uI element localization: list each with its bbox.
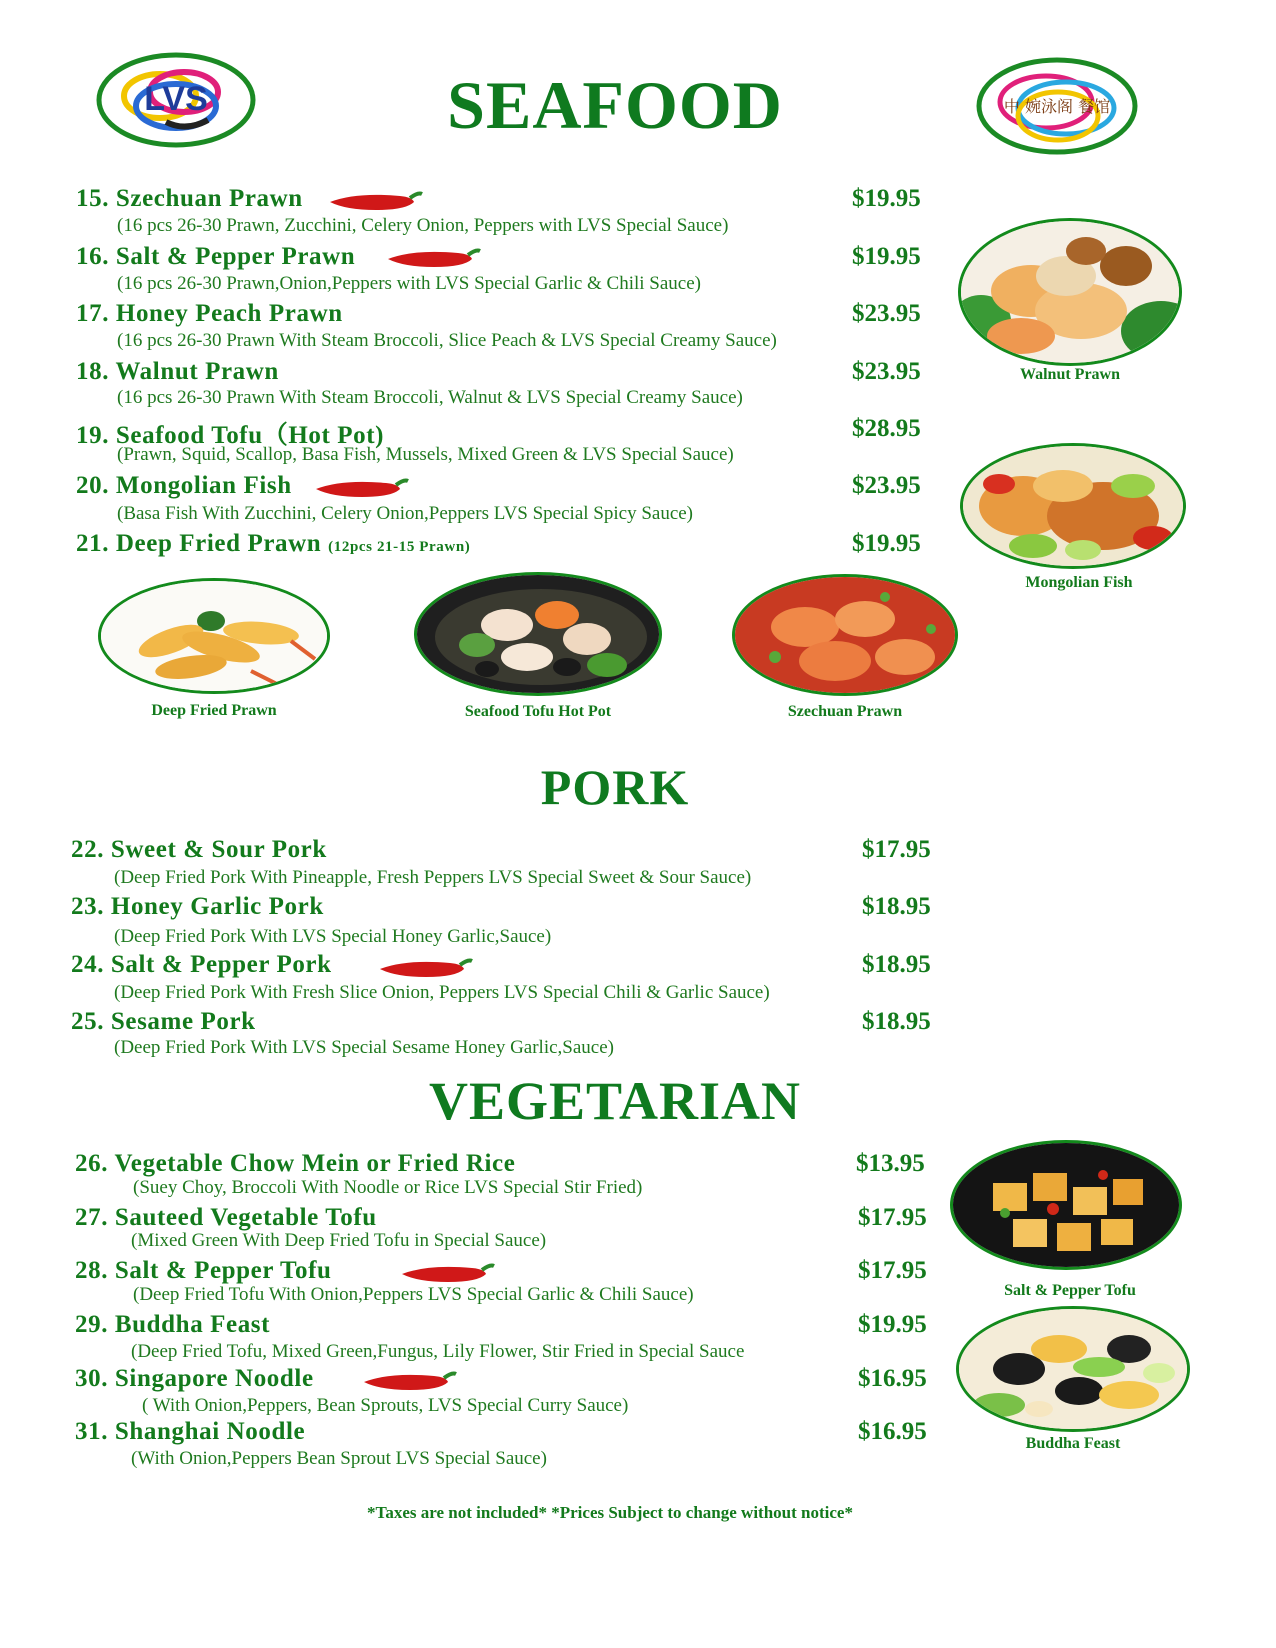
buddha-feast-photo xyxy=(956,1306,1190,1432)
menu-item-description: (Suey Choy, Broccoli With Noodle or Rice LVS Special Stir Fried) xyxy=(133,1177,643,1198)
seafood-tofu-hot-pot-photo xyxy=(414,572,662,696)
menu-item-name: 31. Shanghai Noodle xyxy=(75,1418,306,1445)
menu-item-name: 28. Salt & Pepper Tofu xyxy=(75,1257,332,1284)
menu-item-description: (Deep Fried Tofu With Onion,Peppers LVS Special Garlic & Chili Sauce) xyxy=(133,1284,694,1305)
menu-item-price: $23.95 xyxy=(852,300,921,327)
photo-caption: Mongolian Fish xyxy=(1025,574,1133,591)
menu-item-description: (Deep Fried Tofu, Mixed Green,Fungus, Lily Flower, Stir Fried in Special Sauce xyxy=(131,1341,745,1362)
lvs-logo-text: LVS xyxy=(144,80,208,118)
menu-item-description: (Basa Fish With Zucchini, Celery Onion,Peppers LVS Special Spicy Sauce) xyxy=(117,503,694,524)
menu-item-description: (Deep Fried Pork With LVS Special Honey Garlic,Sauce) xyxy=(114,926,552,947)
menu-item-name: 16. Salt & Pepper Prawn xyxy=(76,243,356,270)
menu-item-price: $23.95 xyxy=(852,358,921,385)
menu-item-name xyxy=(76,530,470,558)
chili-pepper-icon xyxy=(398,1260,496,1286)
photo-caption: Seafood Tofu Hot Pot xyxy=(464,703,612,720)
chinese-logo xyxy=(976,56,1138,156)
chili-pepper-icon xyxy=(360,1368,458,1394)
menu-item-name: 20. Mongolian Fish xyxy=(76,472,292,499)
menu-item-price: $16.95 xyxy=(858,1418,927,1445)
menu-item-name: 23. Honey Garlic Pork xyxy=(71,893,324,920)
menu-item-price: $13.95 xyxy=(856,1150,925,1177)
menu-item-price: $18.95 xyxy=(862,1008,931,1035)
menu-item-description: (With Onion,Peppers Bean Sprout LVS Special Sauce) xyxy=(131,1448,547,1469)
footer-disclaimer: *Taxes are not included* *Prices Subject to change without notice* xyxy=(367,1503,853,1522)
deep-fried-prawn-photo xyxy=(98,578,330,694)
photo-caption: Salt & Pepper Tofu xyxy=(1004,1282,1136,1299)
photo-caption: Deep Fried Prawn xyxy=(151,702,277,719)
menu-item-description: (16 pcs 26-30 Prawn With Steam Broccoli, Slice Peach & LVS Special Creamy Sauce) xyxy=(117,330,777,351)
walnut-prawn-photo xyxy=(958,218,1182,366)
menu-item-name: 19. Seafood Tofu（Hot Pot) xyxy=(76,422,385,449)
menu-item-name: 15. Szechuan Prawn xyxy=(76,185,303,212)
menu-item-price: $17.95 xyxy=(858,1204,927,1231)
chili-pepper-icon xyxy=(312,475,410,501)
menu-item-name: 24. Salt & Pepper Pork xyxy=(71,951,332,978)
menu-item-description: (Prawn, Squid, Scallop, Basa Fish, Mussels, Mixed Green & LVS Special Sauce) xyxy=(117,444,734,465)
menu-item-name: 17. Honey Peach Prawn xyxy=(76,300,343,327)
menu-item-description: (Deep Fried Pork With Pineapple, Fresh Peppers LVS Special Sweet & Sour Sauce) xyxy=(114,867,752,888)
menu-item-description: (16 pcs 26-30 Prawn, Zucchini, Celery Onion, Peppers with LVS Special Sauce) xyxy=(117,215,729,236)
salt-pepper-tofu-photo xyxy=(950,1140,1182,1270)
menu-item-description: (Deep Fried Pork With Fresh Slice Onion, Peppers LVS Special Chili & Garlic Sauce) xyxy=(114,982,770,1003)
photo-caption: Szechuan Prawn xyxy=(787,703,903,720)
menu-item-price: $18.95 xyxy=(862,951,931,978)
menu-item-description: ( With Onion,Peppers, Bean Sprouts, LVS Special Curry Sauce) xyxy=(142,1395,629,1416)
menu-item-name: 25. Sesame Pork xyxy=(71,1008,256,1035)
menu-item-description: (16 pcs 26-30 Prawn,Onion,Peppers with LVS Special Garlic & Chili Sauce) xyxy=(117,273,701,294)
mongolian-fish-photo xyxy=(960,443,1186,569)
menu-item-price: $18.95 xyxy=(862,893,931,920)
menu-item-description: (Deep Fried Pork With LVS Special Sesame Honey Garlic,Sauce) xyxy=(114,1037,614,1058)
menu-item-name: 22. Sweet & Sour Pork xyxy=(71,836,327,863)
menu-item-price: $19.95 xyxy=(852,185,921,212)
photo-caption: Buddha Feast xyxy=(1025,1435,1121,1452)
menu-item-subnote: (12pcs 21-15 Prawn) xyxy=(328,539,471,555)
chinese-logo-text: 中 婉泳阁 餐馆 xyxy=(1003,97,1111,116)
seafood-heading: SEAFOOD xyxy=(447,67,783,143)
menu-item-description: (Mixed Green With Deep Fried Tofu in Special Sauce) xyxy=(131,1230,547,1251)
chili-pepper-icon xyxy=(326,188,424,214)
menu-item-price: $19.95 xyxy=(852,530,921,557)
menu-item-price: $19.95 xyxy=(852,243,921,270)
menu-item-price: $17.95 xyxy=(858,1257,927,1284)
szechuan-prawn-photo xyxy=(732,574,958,696)
menu-item-description: (16 pcs 26-30 Prawn With Steam Broccoli, Walnut & LVS Special Creamy Sauce) xyxy=(117,387,743,408)
menu-item-name: 18. Walnut Prawn xyxy=(76,358,279,385)
menu-item-name: 27. Sauteed Vegetable Tofu xyxy=(75,1204,377,1231)
photo-caption: Walnut Prawn xyxy=(1019,366,1120,383)
menu-item-name: 30. Singapore Noodle xyxy=(75,1365,314,1392)
lvs-logo xyxy=(96,52,256,148)
menu-item-name: 26. Vegetable Chow Mein or Fried Rice xyxy=(75,1150,516,1177)
vegetarian-heading: VEGETARIAN xyxy=(428,1071,802,1131)
menu-item-name-text: 21. Deep Fried Prawn xyxy=(76,530,322,557)
menu-item-name: 29. Buddha Feast xyxy=(75,1311,271,1338)
menu-item-price: $17.95 xyxy=(862,836,931,863)
menu-item-price: $16.95 xyxy=(858,1365,927,1392)
chili-pepper-icon xyxy=(376,955,474,981)
pork-heading: PORK xyxy=(540,759,690,815)
chili-pepper-icon xyxy=(384,245,482,271)
menu-item-price: $28.95 xyxy=(852,415,921,442)
menu-item-price: $19.95 xyxy=(858,1311,927,1338)
menu-item-price: $23.95 xyxy=(852,472,921,499)
